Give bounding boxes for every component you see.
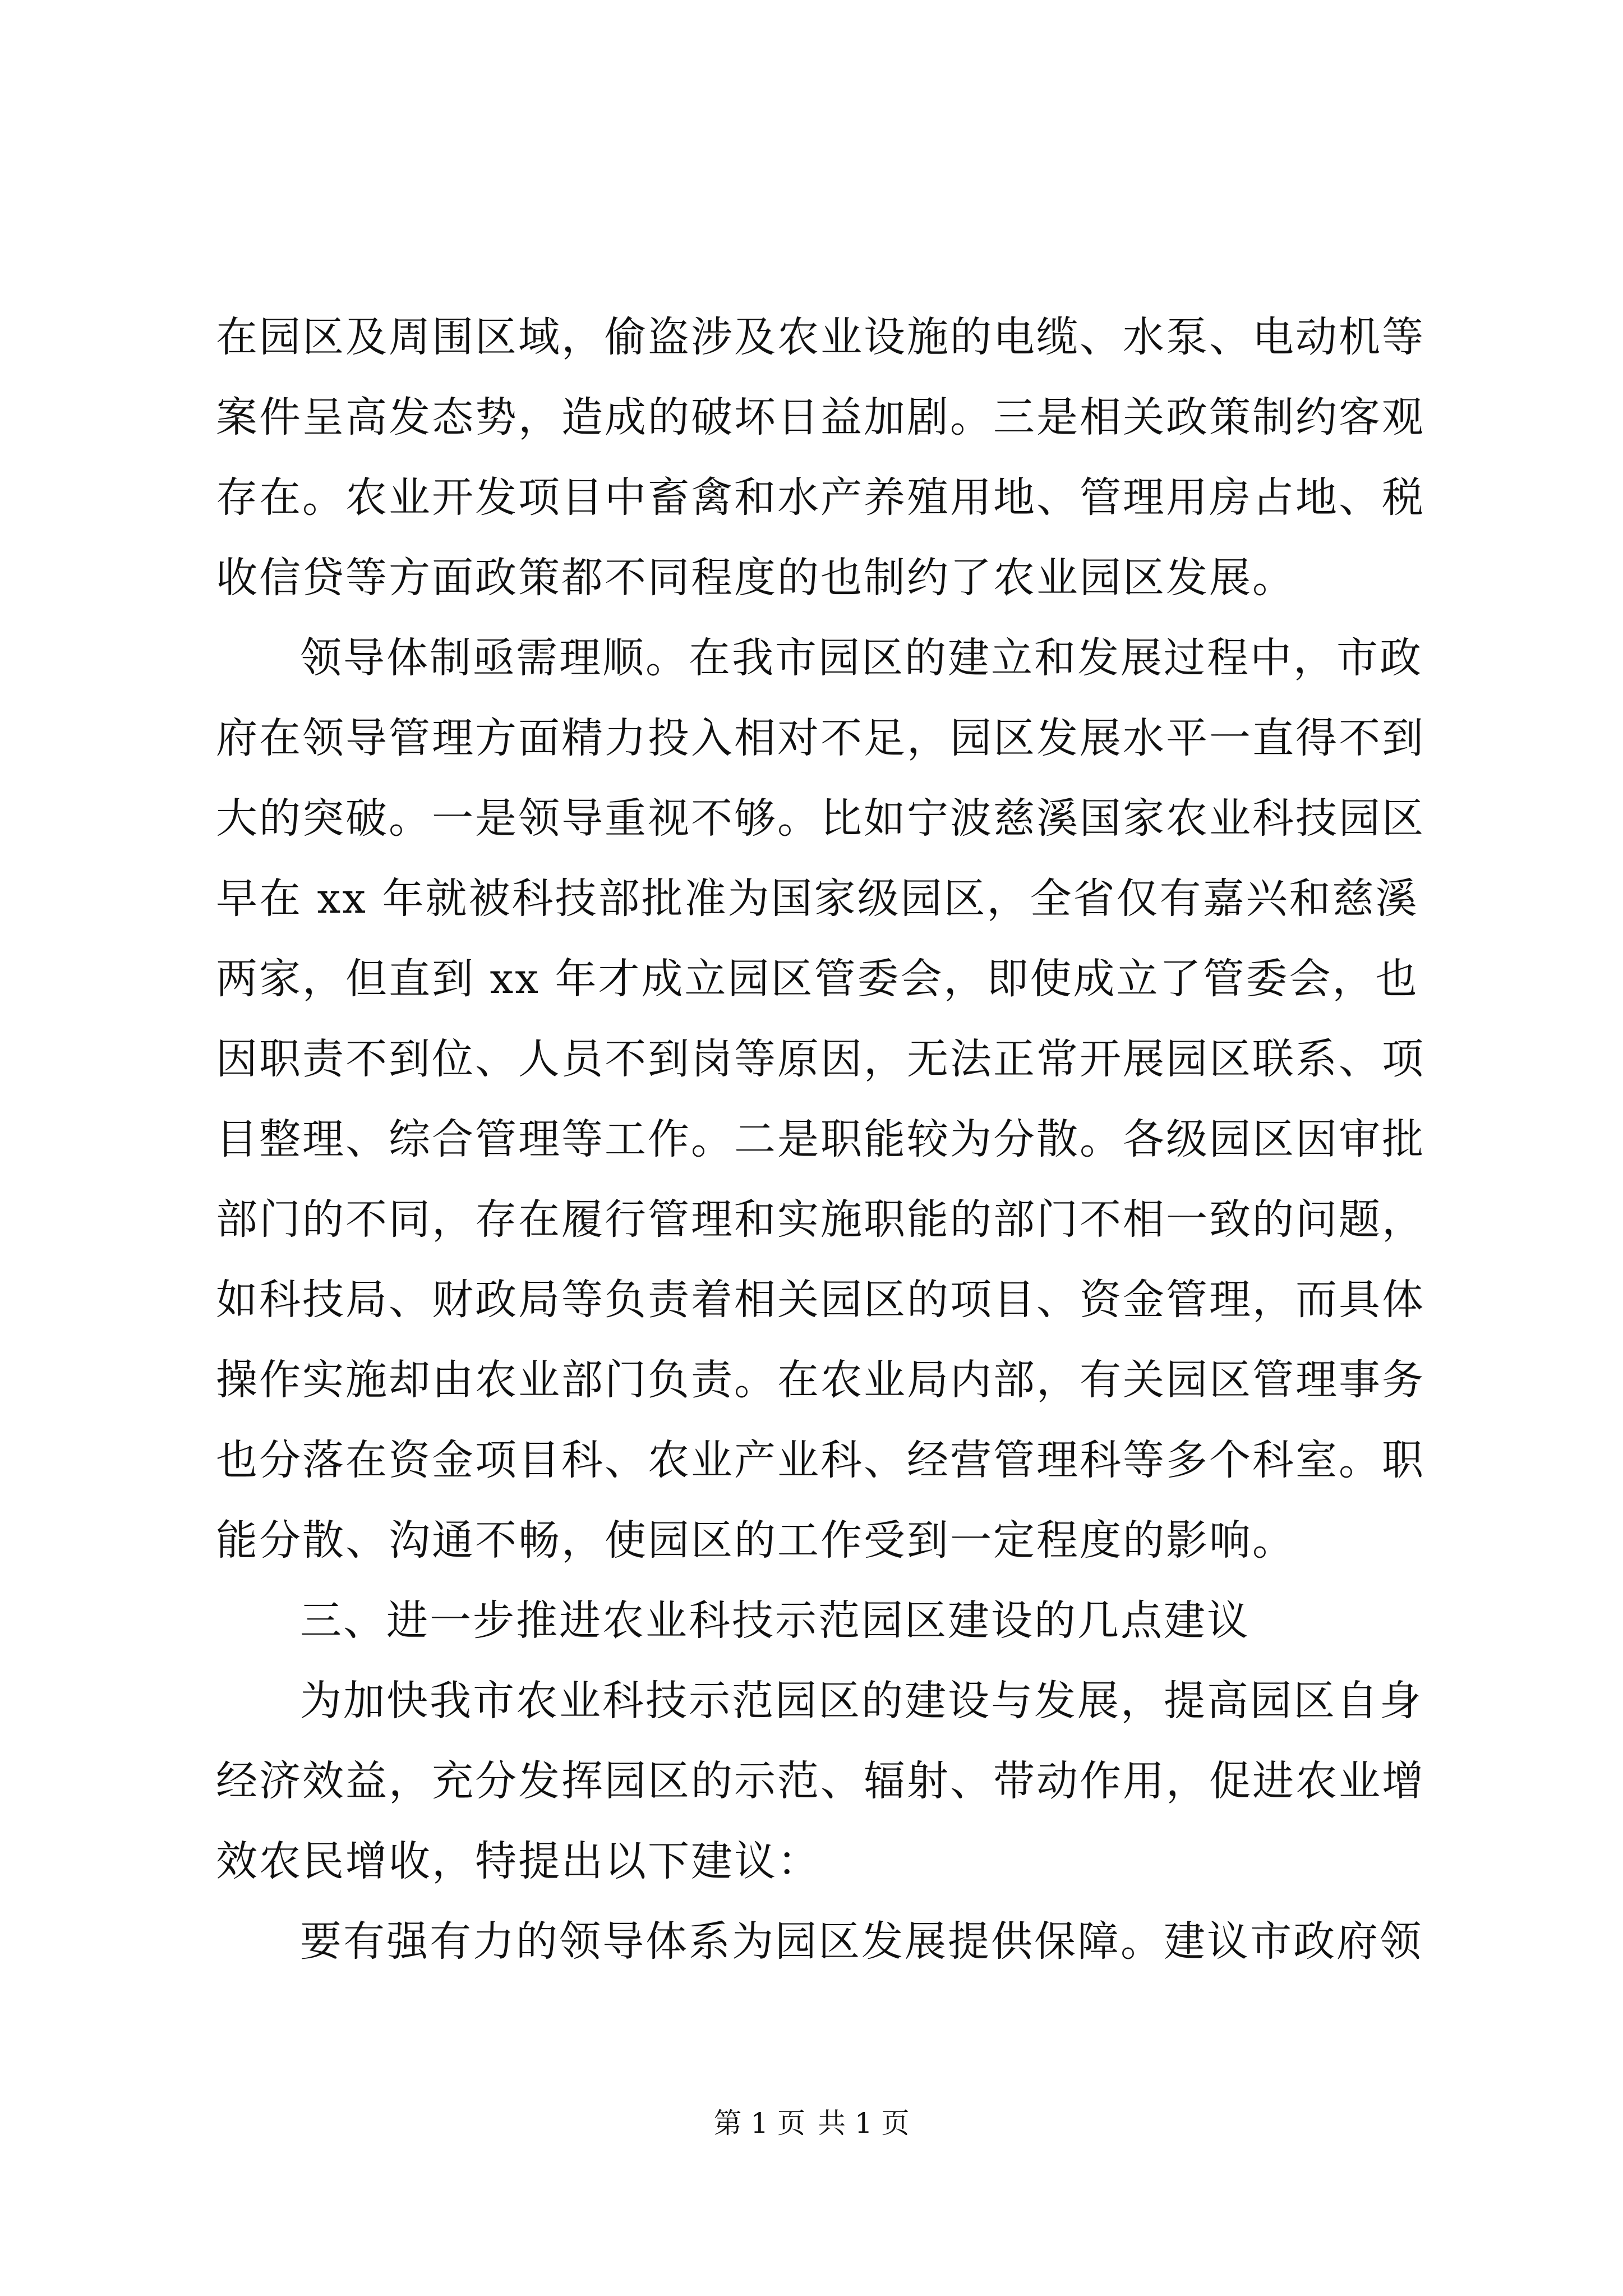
document-body xyxy=(216,297,1425,1982)
page-total: 共 1 页 xyxy=(817,2107,910,2139)
text-line: 三、进一步推进农业科技示范园区建设的几点建议 xyxy=(300,1596,1250,1645)
text-line: 也分落在资金项目科、农业产业科、经营管理科等多个科室。职 xyxy=(216,1436,1425,1484)
text-line: 为加快我市农业科技示范园区的建设与发展，提高园区自身 xyxy=(300,1677,1423,1725)
text-line: 在园区及周围区域，偷盗涉及农业设施的电缆、水泵、电动机等 xyxy=(216,313,1425,361)
text-line: 领导体制亟需理顺。在我市园区的建立和发展过程中，市政 xyxy=(300,634,1423,682)
text-line: 效农民增收，特提出以下建议： xyxy=(216,1837,820,1885)
page-footer xyxy=(0,2106,1623,2140)
text-line: 操作实施却由农业部门负责。在农业局内部，有关园区管理事务 xyxy=(216,1356,1425,1404)
text-line: 收信贷等方面政策都不同程度的也制约了农业园区发展。 xyxy=(216,554,1295,602)
text-line: 存在。农业开发项目中畜禽和水产养殖用地、管理用房占地、税 xyxy=(216,473,1425,522)
text-line: 早在 xx 年就被科技部批准为国家级园区，全省仅有嘉兴和慈溪 xyxy=(216,875,1419,923)
text-line: 两家，但直到 xx 年才成立园区管委会，即使成立了管委会，也 xyxy=(216,955,1419,1003)
text-line: 部门的不同，存在履行管理和实施职能的部门不相一致的问题， xyxy=(216,1195,1425,1244)
text-line: 如科技局、财政局等负责着相关园区的项目、资金管理，而具体 xyxy=(216,1276,1425,1324)
text-line: 大的突破。一是领导重视不够。比如宁波慈溪国家农业科技园区 xyxy=(216,794,1425,843)
text-line: 要有强有力的领导体系为园区发展提供保障。建议市政府领 xyxy=(300,1917,1423,1966)
text-line: 经济效益，充分发挥园区的示范、辐射、带动作用，促进农业增 xyxy=(216,1757,1425,1805)
text-line: 府在领导管理方面精力投入相对不足，园区发展水平一直得不到 xyxy=(216,714,1425,762)
text-line: 因职责不到位、人员不到岗等原因，无法正常开展园区联系、项 xyxy=(216,1035,1425,1083)
text-line: 案件呈高发态势，造成的破坏日益加剧。三是相关政策制约客观 xyxy=(216,393,1425,441)
text-line: 能分散、沟通不畅，使园区的工作受到一定程度的影响。 xyxy=(216,1516,1295,1565)
page-number: 第 1 页 xyxy=(713,2107,806,2139)
text-line: 目整理、综合管理等工作。二是职能较为分散。各级园区因审批 xyxy=(216,1115,1425,1163)
